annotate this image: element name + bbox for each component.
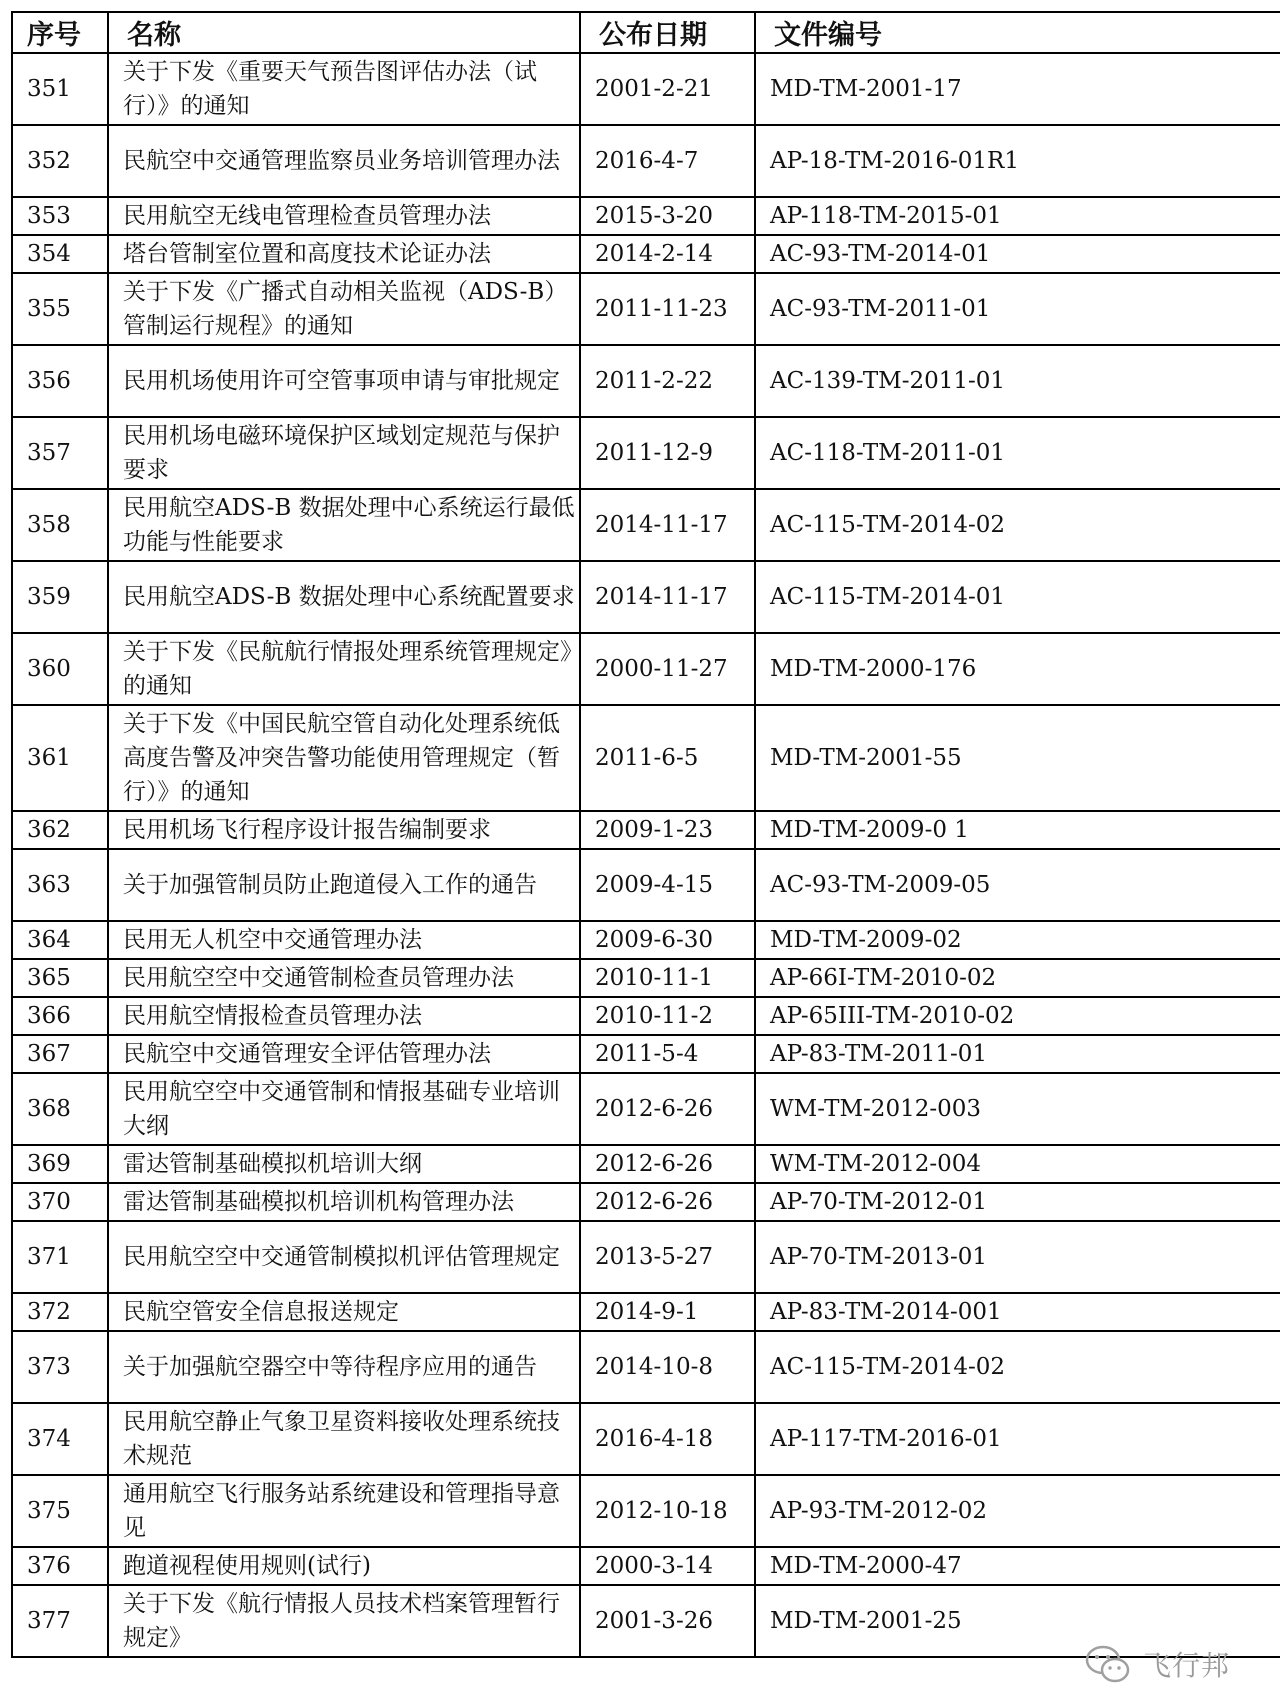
- row-number: 365: [12, 959, 108, 997]
- publish-date: 2014-11-17: [580, 561, 755, 633]
- publish-date: 2011-11-23: [580, 273, 755, 345]
- table-row: [12, 1293, 1280, 1331]
- publish-date: 2000-11-27: [580, 633, 755, 705]
- regulation-name: 关于下发《广播式自动相关监视（ADS-B）管制运行规程》的通知: [108, 273, 580, 345]
- table-row: [12, 1331, 1280, 1403]
- regulation-name: 关于下发《中国民航空管自动化处理系统低高度告警及冲突告警功能使用管理规定（暂行）》的通知: [108, 705, 580, 811]
- regulations-sheet: [11, 11, 1280, 1658]
- table-row: [12, 235, 1280, 273]
- regulation-name: 民用航空空中交通管制模拟机评估管理规定: [108, 1221, 580, 1293]
- publish-date: 2012-6-26: [580, 1145, 755, 1183]
- table-row: [12, 849, 1280, 921]
- document-code: AP-70-TM-2012-01: [755, 1183, 1280, 1221]
- document-code: MD-TM-2000-47: [755, 1547, 1280, 1585]
- row-number: 351: [12, 53, 108, 125]
- publish-date: 2009-1-23: [580, 811, 755, 849]
- header-name: 名称: [108, 12, 580, 53]
- table-row: [12, 997, 1280, 1035]
- publish-date: 2014-2-14: [580, 235, 755, 273]
- regulation-name: 通用航空飞行服务站系统建设和管理指导意见: [108, 1475, 580, 1547]
- regulation-name: 关于加强航空器空中等待程序应用的通告: [108, 1331, 580, 1403]
- table-body: [12, 53, 1280, 1657]
- regulation-name: 关于下发《民航航行情报处理系统管理规定》的通知: [108, 633, 580, 705]
- row-number: 354: [12, 235, 108, 273]
- regulation-name: 民用航空静止气象卫星资料接收处理系统技术规范: [108, 1403, 580, 1475]
- publish-date: 2000-3-14: [580, 1547, 755, 1585]
- publish-date: 2016-4-18: [580, 1403, 755, 1475]
- document-code: AC-93-TM-2009-05: [755, 849, 1280, 921]
- regulation-name: 民航空中交通管理监察员业务培训管理办法: [108, 125, 580, 197]
- table-row: [12, 633, 1280, 705]
- table-row: [12, 959, 1280, 997]
- table-row: [12, 417, 1280, 489]
- publish-date: 2013-5-27: [580, 1221, 755, 1293]
- table-row: [12, 53, 1280, 125]
- table-row: [12, 1183, 1280, 1221]
- publish-date: 2014-9-1: [580, 1293, 755, 1331]
- publish-date: 2012-10-18: [580, 1475, 755, 1547]
- header-code: 文件编号: [755, 12, 1280, 53]
- table-row: [12, 921, 1280, 959]
- document-code: AC-93-TM-2011-01: [755, 273, 1280, 345]
- publish-date: 2014-11-17: [580, 489, 755, 561]
- publish-date: 2016-4-7: [580, 125, 755, 197]
- publish-date: 2011-5-4: [580, 1035, 755, 1073]
- row-number: 367: [12, 1035, 108, 1073]
- header-date: 公布日期: [580, 12, 755, 53]
- table-row: [12, 1475, 1280, 1547]
- publish-date: 2010-11-1: [580, 959, 755, 997]
- regulation-name: 民用航空ADS-B 数据处理中心系统运行最低功能与性能要求: [108, 489, 580, 561]
- publish-date: 2014-10-8: [580, 1331, 755, 1403]
- table-row: [12, 811, 1280, 849]
- table-row: [12, 1547, 1280, 1585]
- regulation-name: 民用机场飞行程序设计报告编制要求: [108, 811, 580, 849]
- regulation-name: 雷达管制基础模拟机培训机构管理办法: [108, 1183, 580, 1221]
- row-number: 366: [12, 997, 108, 1035]
- regulation-name: 关于下发《航行情报人员技术档案管理暂行规定》: [108, 1585, 580, 1657]
- document-code: AC-118-TM-2011-01: [755, 417, 1280, 489]
- publish-date: 2001-2-21: [580, 53, 755, 125]
- table-row: [12, 1145, 1280, 1183]
- row-number: 357: [12, 417, 108, 489]
- row-number: 373: [12, 1331, 108, 1403]
- row-number: 376: [12, 1547, 108, 1585]
- document-code: AP-83-TM-2014-001: [755, 1293, 1280, 1331]
- table-row: [12, 489, 1280, 561]
- table-row: [12, 1221, 1280, 1293]
- document-code: WM-TM-2012-004: [755, 1145, 1280, 1183]
- regulation-name: 民用机场电磁环境保护区域划定规范与保护要求: [108, 417, 580, 489]
- watermark-text: 飞行邦: [1143, 1649, 1231, 1682]
- row-number: 377: [12, 1585, 108, 1657]
- row-number: 363: [12, 849, 108, 921]
- document-code: AP-18-TM-2016-01R1: [755, 125, 1280, 197]
- regulation-name: 塔台管制室位置和高度技术论证办法: [108, 235, 580, 273]
- row-number: 369: [12, 1145, 108, 1183]
- row-number: 356: [12, 345, 108, 417]
- row-number: 375: [12, 1475, 108, 1547]
- table-row: [12, 561, 1280, 633]
- table-row: [12, 273, 1280, 345]
- regulation-name: 跑道视程使用规则(试行): [108, 1547, 580, 1585]
- publish-date: 2012-6-26: [580, 1073, 755, 1145]
- document-code: AC-93-TM-2014-01: [755, 235, 1280, 273]
- document-code: MD-TM-2001-55: [755, 705, 1280, 811]
- row-number: 371: [12, 1221, 108, 1293]
- publish-date: 2010-11-2: [580, 997, 755, 1035]
- table-row: [12, 1035, 1280, 1073]
- regulation-name: 民用航空情报检查员管理办法: [108, 997, 580, 1035]
- regulation-name: 民用机场使用许可空管事项申请与审批规定: [108, 345, 580, 417]
- document-code: AC-115-TM-2014-01: [755, 561, 1280, 633]
- document-code: AP-118-TM-2015-01: [755, 197, 1280, 235]
- regulation-name: 关于加强管制员防止跑道侵入工作的通告: [108, 849, 580, 921]
- document-code: WM-TM-2012-003: [755, 1073, 1280, 1145]
- document-code: AC-115-TM-2014-02: [755, 489, 1280, 561]
- row-number: 361: [12, 705, 108, 811]
- publish-date: 2012-6-26: [580, 1183, 755, 1221]
- table-row: [12, 345, 1280, 417]
- publish-date: 2011-6-5: [580, 705, 755, 811]
- document-code: MD-TM-2001-17: [755, 53, 1280, 125]
- table-row: [12, 197, 1280, 235]
- publish-date: 2011-12-9: [580, 417, 755, 489]
- watermark: [1085, 1644, 1230, 1684]
- table-row: [12, 125, 1280, 197]
- document-code: MD-TM-2009-02: [755, 921, 1280, 959]
- wechat-logo-icon: [1085, 1644, 1131, 1684]
- row-number: 362: [12, 811, 108, 849]
- document-code: AP-66I-TM-2010-02: [755, 959, 1280, 997]
- regulation-name: 民航空管安全信息报送规定: [108, 1293, 580, 1331]
- row-number: 355: [12, 273, 108, 345]
- document-code: MD-TM-2009-0 1: [755, 811, 1280, 849]
- document-code: AP-70-TM-2013-01: [755, 1221, 1280, 1293]
- publish-date: 2009-4-15: [580, 849, 755, 921]
- document-code: AP-83-TM-2011-01: [755, 1035, 1280, 1073]
- regulation-name: 民航空中交通管理安全评估管理办法: [108, 1035, 580, 1073]
- document-code: AC-139-TM-2011-01: [755, 345, 1280, 417]
- regulation-name: 民用无人机空中交通管理办法: [108, 921, 580, 959]
- row-number: 364: [12, 921, 108, 959]
- header-no: 序号: [12, 12, 108, 53]
- table-row: [12, 705, 1280, 811]
- row-number: 372: [12, 1293, 108, 1331]
- table-header-row: [12, 12, 1280, 53]
- document-code: AP-65III-TM-2010-02: [755, 997, 1280, 1035]
- regulation-name: 关于下发《重要天气预告图评估办法（试行）》的通知: [108, 53, 580, 125]
- row-number: 374: [12, 1403, 108, 1475]
- publish-date: 2009-6-30: [580, 921, 755, 959]
- document-code: MD-TM-2001-25: [755, 1585, 1280, 1657]
- document-code: AC-115-TM-2014-02: [755, 1331, 1280, 1403]
- row-number: 358: [12, 489, 108, 561]
- document-code: AP-117-TM-2016-01: [755, 1403, 1280, 1475]
- regulation-name: 雷达管制基础模拟机培训大纲: [108, 1145, 580, 1183]
- row-number: 368: [12, 1073, 108, 1145]
- table-row: [12, 1403, 1280, 1475]
- document-code: MD-TM-2000-176: [755, 633, 1280, 705]
- regulation-name: 民用航空无线电管理检查员管理办法: [108, 197, 580, 235]
- regulations-table: [11, 11, 1280, 1658]
- publish-date: 2011-2-22: [580, 345, 755, 417]
- row-number: 352: [12, 125, 108, 197]
- row-number: 360: [12, 633, 108, 705]
- regulation-name: 民用航空ADS-B 数据处理中心系统配置要求: [108, 561, 580, 633]
- row-number: 370: [12, 1183, 108, 1221]
- regulation-name: 民用航空空中交通管制检查员管理办法: [108, 959, 580, 997]
- table-row: [12, 1073, 1280, 1145]
- publish-date: 2015-3-20: [580, 197, 755, 235]
- publish-date: 2001-3-26: [580, 1585, 755, 1657]
- document-code: AP-93-TM-2012-02: [755, 1475, 1280, 1547]
- row-number: 359: [12, 561, 108, 633]
- row-number: 353: [12, 197, 108, 235]
- regulation-name: 民用航空空中交通管制和情报基础专业培训大纲: [108, 1073, 580, 1145]
